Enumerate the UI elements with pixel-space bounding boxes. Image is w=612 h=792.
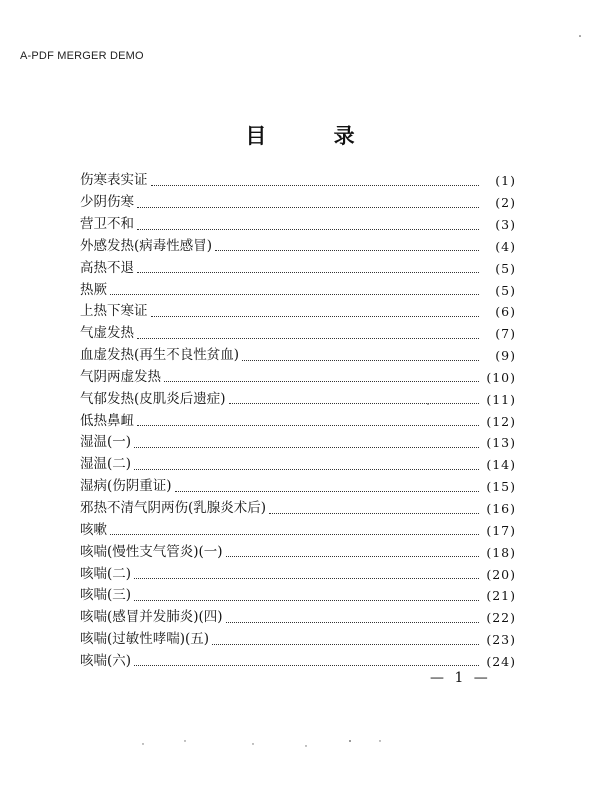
dot-leader	[175, 491, 479, 492]
dot-leader	[215, 250, 479, 251]
toc-entry[interactable]	[80, 210, 516, 232]
toc-entry-title: 咳喘(感冒并发肺炎)(四)	[80, 609, 223, 626]
toc-entry-page: (24)	[486, 653, 516, 669]
page-title: 目 录	[245, 123, 385, 148]
toc-entry[interactable]	[80, 232, 516, 254]
toc-entry[interactable]	[80, 319, 516, 341]
dot-leader	[242, 360, 479, 361]
toc-entry-page: (7)	[495, 326, 516, 342]
toc-entry-page: (4)	[495, 238, 516, 254]
dot-leader	[134, 469, 479, 470]
toc-entry-page: (5)	[495, 282, 516, 298]
toc-entry[interactable]	[80, 472, 516, 494]
toc-entry-title: 低热鼻衄	[80, 412, 134, 429]
toc-entry-title: 咳喘(六)	[80, 652, 132, 669]
toc-entry[interactable]	[80, 166, 516, 188]
toc-entry-page: (14)	[486, 457, 516, 473]
toc-entry-page: (13)	[486, 435, 516, 451]
toc-entry[interactable]	[80, 494, 516, 516]
dot-leader	[269, 513, 479, 514]
toc-entry[interactable]	[80, 625, 516, 647]
toc-entry-title: 热厥	[80, 281, 107, 298]
dot-leader	[134, 665, 479, 666]
toc-entry-page: (21)	[486, 588, 516, 604]
toc-entry[interactable]	[80, 275, 516, 297]
dot-leader	[110, 294, 479, 295]
toc-entry-title: 湿温(二)	[80, 456, 132, 473]
toc-entry-title: 营卫不和	[80, 216, 134, 233]
toc-entry[interactable]	[80, 406, 516, 428]
toc-entry-title: 伤寒表实证	[80, 172, 148, 189]
dot-leader	[151, 185, 480, 186]
toc-entry-title: 少阴伤寒	[80, 194, 134, 211]
toc-entry-title: 湿温(一)	[80, 434, 132, 451]
page-number: — 1 —	[430, 670, 491, 686]
toc-entry-page: (22)	[486, 610, 516, 626]
dot-leader	[137, 425, 479, 426]
dot-leader	[110, 534, 479, 535]
toc-entry[interactable]	[80, 384, 516, 406]
toc-entry-page: (16)	[486, 501, 516, 516]
toc-entry-page: (10)	[486, 369, 516, 385]
toc-entry-title: 高热不退	[80, 259, 134, 276]
toc-entry-title: 咳喘(慢性支气管炎)(一)	[80, 543, 223, 560]
dot-leader	[229, 403, 479, 404]
toc-entry-title: 气阴两虚发热	[80, 368, 161, 385]
toc-entry-title: 气郁发热(皮肌炎后遗症)	[80, 390, 226, 407]
toc-entry-page: (23)	[486, 632, 516, 648]
toc-entry-page: (2)	[495, 195, 516, 211]
dot-leader	[137, 272, 479, 273]
toc-entry-page: (20)	[486, 566, 516, 582]
dot-leader	[164, 381, 479, 382]
toc-entry-title: 邪热不清气阴两伤(乳腺炎术后)	[80, 500, 267, 516]
toc-entry-title: 外感发热(病毒性感冒)	[80, 237, 213, 254]
toc-entry[interactable]	[80, 581, 516, 603]
toc-entry[interactable]	[80, 188, 516, 210]
dot-leader	[137, 338, 479, 339]
toc-entry-page: (17)	[486, 522, 516, 538]
toc-entry[interactable]	[80, 341, 516, 363]
dot-leader	[134, 578, 479, 579]
toc-entry[interactable]	[80, 516, 516, 538]
toc-entry-title: 咳喘(过敏性哮喘)(五)	[80, 631, 210, 648]
toc-entry-page: (11)	[486, 391, 516, 407]
dot-leader	[226, 556, 479, 557]
toc-entry-title: 气虚发热	[80, 325, 134, 342]
toc-entry-title: 咳喘(二)	[80, 565, 132, 582]
toc-entry[interactable]	[80, 363, 516, 385]
toc-entry-page: (18)	[486, 544, 516, 560]
toc-entry-page: (15)	[486, 479, 516, 495]
dot-leader	[134, 447, 479, 448]
toc-entry-title: 咳嗽	[80, 521, 107, 538]
toc-entry[interactable]	[80, 647, 516, 669]
toc-entry-page: (6)	[495, 304, 516, 320]
toc-entry[interactable]	[80, 428, 516, 450]
toc-entry-title: 上热下寒证	[80, 303, 148, 320]
toc-entry[interactable]	[80, 559, 516, 581]
watermark-text: A-PDF MERGER DEMO	[20, 50, 144, 62]
toc-entry-title: 湿病(伤阴重证)	[80, 478, 172, 495]
toc-entry-title: 咳喘(三)	[80, 587, 132, 604]
toc-entry[interactable]	[80, 537, 516, 559]
toc-entry[interactable]	[80, 603, 516, 625]
toc-entry[interactable]	[80, 253, 516, 275]
dot-leader	[137, 207, 479, 208]
toc-entry-page: (5)	[495, 260, 516, 276]
toc-entry-page: (1)	[495, 173, 516, 189]
dot-leader	[212, 644, 479, 645]
toc-entry[interactable]	[80, 450, 516, 472]
toc-entry-title: 血虚发热(再生不良性贫血)	[80, 347, 240, 364]
dot-leader	[137, 229, 479, 230]
dot-leader	[226, 622, 479, 623]
toc-entry-page: (12)	[486, 413, 516, 429]
table-of-contents	[80, 166, 516, 668]
toc-entry[interactable]	[80, 297, 516, 319]
toc-entry-page: (9)	[495, 348, 516, 364]
toc-entry-page: (3)	[495, 217, 516, 233]
dot-leader	[151, 316, 480, 317]
dot-leader	[134, 600, 479, 601]
